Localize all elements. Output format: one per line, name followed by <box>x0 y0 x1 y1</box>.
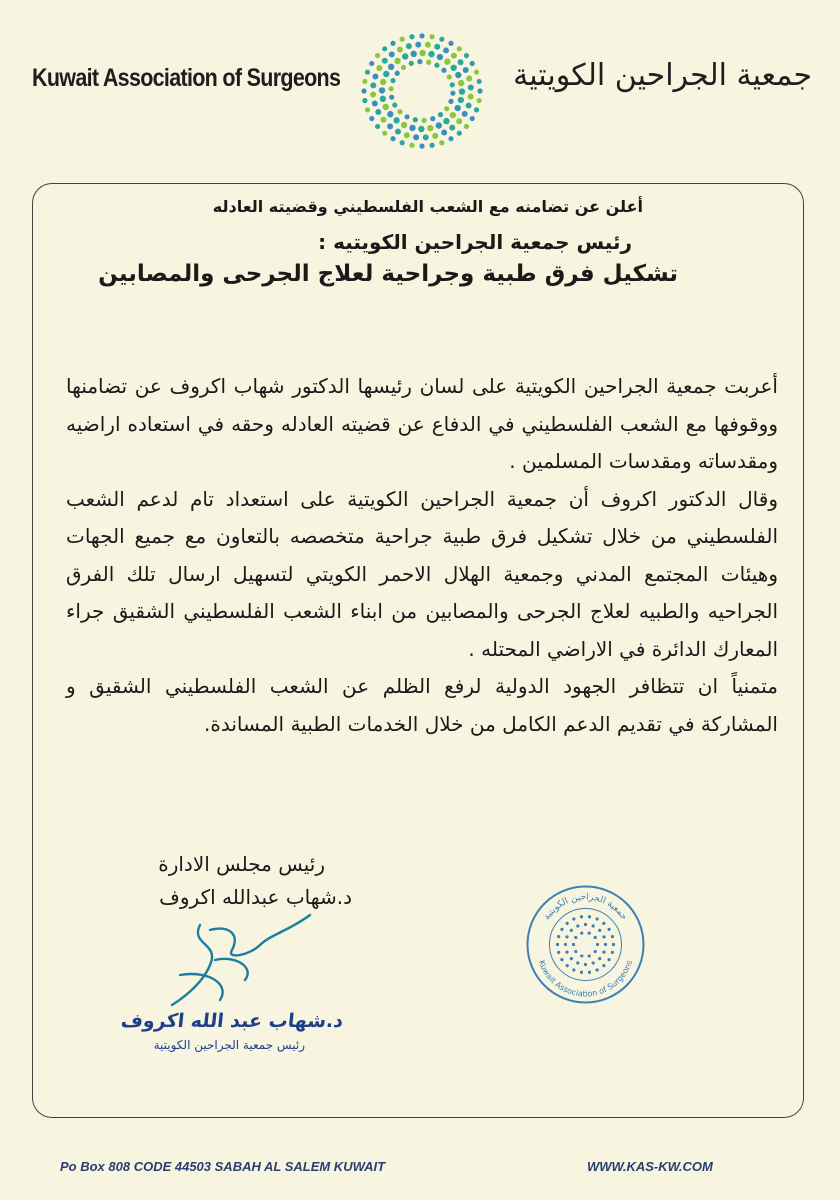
paragraph-3: متمنياً ان تتظافر الجهود الدولية لرفع الظلم عن الشعب الفلسطيني الشقيق و المشاركة في تقديم الدعم الكامل من خلال الخدمات الطبية المساندة. <box>66 674 778 736</box>
org-name-arabic: جمعية الجراحين الكويتية <box>513 58 812 93</box>
footer-address: Po Box 808 CODE 44503 SABAH AL SALEM KUWAIT <box>60 1159 386 1174</box>
seal-dot <box>574 936 577 939</box>
logo-dot <box>425 42 431 48</box>
logo-dot <box>392 102 397 107</box>
logo-dot <box>387 111 393 117</box>
logo-dot <box>383 71 389 77</box>
logo-dot <box>434 63 439 68</box>
logo-dot <box>443 118 449 124</box>
seal-dot <box>566 964 569 967</box>
seal-dot <box>598 929 601 932</box>
seal-dot <box>556 943 559 946</box>
logo-dot <box>415 42 421 48</box>
seal-dot <box>584 923 587 926</box>
logo-dot <box>450 91 455 96</box>
footer-website[interactable]: WWW.KAS-KW.COM <box>587 1159 713 1174</box>
logo-dot <box>447 74 452 79</box>
logo-dot <box>369 116 374 121</box>
logo-dot <box>441 130 447 136</box>
paragraph-2: وقال الدكتور اكروف أن جمعية الجراحين الكويتية على استعداد تام لدعم الشعب الفلسطيني من خلال تشكيل فرق طبية جراحية متخصصه بالتعاون مع جميع الجهات وهيئات المجتمع المدني وجمعية الهلال الاحمر الكويتي لتسهيل ارسال تلك الفرق الجراحيه والطبيه لعلاج الجرحى والمصابين من ابناء الشعب الفلسطيني الشقيق جراء المعارك الدائرة في الاراضي المحتله . <box>66 486 778 661</box>
stamp-title: رئيس جمعية الجراحين الكويتية <box>153 1038 305 1052</box>
svg-text:جمعية الجراحين الكويتية <box>542 892 629 922</box>
seal-dot <box>588 931 591 934</box>
logo-dot <box>401 122 407 128</box>
seal-dot <box>572 917 575 920</box>
logo-dot <box>402 53 408 59</box>
logo-dot <box>456 118 462 124</box>
logo-dot <box>409 125 415 131</box>
logo-dot <box>370 82 376 88</box>
seal-dot <box>596 917 599 920</box>
logo-dot <box>450 112 456 118</box>
logo-dot <box>401 65 406 70</box>
logo-dot <box>400 140 405 145</box>
logo-dot <box>389 51 395 57</box>
logo-dot <box>463 67 469 73</box>
logo-dot <box>406 43 412 49</box>
logo-dot <box>470 116 475 121</box>
logo-dot <box>365 107 370 112</box>
logo-dot <box>464 53 469 58</box>
logo-dot <box>466 102 472 108</box>
logo-dot <box>375 124 380 129</box>
seal-dot <box>596 968 599 971</box>
logo-dot <box>395 71 400 76</box>
logo-dot <box>395 129 401 135</box>
seal-dot <box>580 915 583 918</box>
seal-dot <box>560 958 563 961</box>
seal-dot <box>576 961 579 964</box>
logo-dot <box>380 117 386 123</box>
logo-dot <box>448 99 453 104</box>
logo-dot <box>470 61 475 66</box>
logo-dot <box>388 64 394 70</box>
seal-dot <box>572 943 575 946</box>
seal-dot <box>566 922 569 925</box>
logo-dot <box>369 61 374 66</box>
seal-dot <box>564 943 567 946</box>
logo-dot <box>427 125 433 131</box>
logo-dot <box>382 58 388 64</box>
logo-dot <box>419 33 424 38</box>
logo-dot <box>429 34 434 39</box>
logo-dot <box>437 54 443 60</box>
logo-dot <box>394 58 400 64</box>
logo-dot <box>393 117 399 123</box>
logo-dot <box>375 53 380 58</box>
logo-dot <box>404 114 409 119</box>
logo-dot <box>477 98 482 103</box>
logo-dot <box>436 122 442 128</box>
letter-body <box>66 368 778 743</box>
logo-dot <box>409 34 414 39</box>
logo-dot <box>397 46 403 52</box>
seal-dot <box>557 951 560 954</box>
logo-dot <box>411 51 417 57</box>
seal-dot <box>604 943 607 946</box>
seal-dot <box>584 963 587 966</box>
seal-dot <box>611 935 614 938</box>
seal-dot <box>588 971 591 974</box>
seal-text-english: Kuwait Association of Surgeons <box>536 959 635 999</box>
seal-dot <box>580 971 583 974</box>
signatory-title: رئيس مجلس الادارة <box>158 852 325 876</box>
logo-dot <box>417 59 422 64</box>
seal-text-arabic: جمعية الجراحين الكويتية <box>542 892 629 923</box>
logo-dot <box>457 46 462 51</box>
seal-dot <box>612 943 615 946</box>
heading-line-2: رئيس جمعية الجراحين الكويتيه : <box>318 230 632 254</box>
logo-dot <box>372 101 378 107</box>
logo-dot <box>477 88 482 93</box>
seal-dot <box>572 968 575 971</box>
stamp-name: د.شهاب عبد الله اكروف <box>119 1010 345 1032</box>
logo-dot <box>458 80 464 86</box>
logo-dot <box>418 126 424 132</box>
logo-dot <box>448 41 453 46</box>
logo-dot <box>458 59 464 65</box>
seal-dot <box>574 950 577 953</box>
seal-dot <box>594 936 597 939</box>
logo-dot <box>389 95 394 100</box>
heading-line-3: تشكيل فرق طبية وجراحية لعلاج الجرحى والمصابين <box>98 261 678 287</box>
logo-dot <box>462 111 468 117</box>
logo-dot <box>451 53 457 59</box>
logo-dot <box>409 61 414 66</box>
seal-dot <box>588 915 591 918</box>
logo-dot <box>464 124 469 129</box>
logo-dot <box>426 60 431 65</box>
logo-dot <box>413 134 419 140</box>
signatory-name: د.شهاب عبدالله اكروف <box>159 885 352 909</box>
logo-dot <box>450 65 456 71</box>
logo-dot <box>457 131 462 136</box>
logo-dot <box>388 86 393 91</box>
logo-dot <box>365 70 370 75</box>
logo-dot <box>434 44 440 50</box>
seal-dot <box>592 961 595 964</box>
logo-dot <box>474 107 479 112</box>
logo-dot <box>466 75 472 81</box>
logo-dot <box>380 79 386 85</box>
logo-dot <box>370 92 376 98</box>
logo-dot <box>362 79 367 84</box>
logo-dot <box>448 136 453 141</box>
logo-dot <box>458 97 464 103</box>
dotted-ring-logo-icon <box>342 26 502 156</box>
seal-dot <box>557 935 560 938</box>
association-seal-icon <box>523 882 648 1007</box>
logo-dot <box>474 70 479 75</box>
logo-dot <box>429 143 434 148</box>
logo-dot <box>468 84 474 90</box>
seal-dot <box>565 935 568 938</box>
logo-dot <box>450 82 455 87</box>
seal-dot <box>607 928 610 931</box>
seal-dot <box>570 957 573 960</box>
seal-dot <box>602 935 605 938</box>
seal-dot <box>565 951 568 954</box>
logo-dot <box>441 68 446 73</box>
logo-dot <box>432 133 438 139</box>
logo-dot <box>444 58 450 64</box>
seal-dot <box>592 924 595 927</box>
logo-dot <box>409 143 414 148</box>
logo-dot <box>449 125 455 131</box>
seal-dot <box>607 958 610 961</box>
logo-dot <box>439 37 444 42</box>
heading-line-1: أعلن عن تضامنه مع الشعب الفلسطيني وقضيته العادله <box>212 197 643 216</box>
letterhead <box>0 0 840 170</box>
seal-dot <box>602 964 605 967</box>
logo-dot <box>413 117 418 122</box>
logo-dot <box>376 65 382 71</box>
logo-dot <box>455 105 461 111</box>
seal-dot <box>570 929 573 932</box>
seal-dot <box>588 954 591 957</box>
logo-dot <box>422 118 427 123</box>
logo-dot <box>390 78 395 83</box>
logo-dot <box>362 98 367 103</box>
logo-dot <box>404 132 410 138</box>
seal-dot <box>602 922 605 925</box>
seal-dot <box>576 924 579 927</box>
logo-dot <box>382 131 387 136</box>
logo-dot <box>361 88 366 93</box>
logo-dot <box>455 72 461 78</box>
seal-dot <box>594 950 597 953</box>
logo-dot <box>375 109 381 115</box>
logo-dot <box>382 104 388 110</box>
logo-dot <box>428 51 434 57</box>
logo-dot <box>390 136 395 141</box>
logo-dot <box>423 134 429 140</box>
logo-dot <box>397 109 402 114</box>
org-name-english: Kuwait Association of Surgeons <box>32 64 341 92</box>
logo-dot <box>459 88 465 94</box>
logo-dot <box>438 112 443 117</box>
logo-dot <box>477 79 482 84</box>
logo-dot <box>430 116 435 121</box>
logo-dot <box>379 87 385 93</box>
seal-dot <box>598 957 601 960</box>
seal-dot <box>602 951 605 954</box>
handwritten-signature <box>160 905 320 1015</box>
paragraph-1: أعربت جمعية الجراحين الكويتية على لسان رئيسها الدكتور شهاب اكروف عن تضامنها ووقوفها مع الشعب الفلسطيني في الدفاع عن قضيته العادله وحقه في استعاده اراضيه ومقدساته ومقدسات المسلمين . <box>66 374 778 473</box>
logo-dot <box>419 144 424 149</box>
logo-dot <box>468 94 474 100</box>
seal-dot <box>580 931 583 934</box>
logo-dot <box>380 96 386 102</box>
logo-dot <box>390 41 395 46</box>
seal-dot <box>596 943 599 946</box>
logo-dot <box>387 123 393 129</box>
logo-dot <box>439 140 444 145</box>
seal-dot <box>560 928 563 931</box>
logo-dot <box>443 47 449 53</box>
logo-dot <box>419 50 425 56</box>
logo-dot <box>400 37 405 42</box>
logo-dot <box>372 74 378 80</box>
seal-dot <box>580 954 583 957</box>
logo-dot <box>382 46 387 51</box>
seal-dot <box>611 951 614 954</box>
logo-dot <box>444 106 449 111</box>
